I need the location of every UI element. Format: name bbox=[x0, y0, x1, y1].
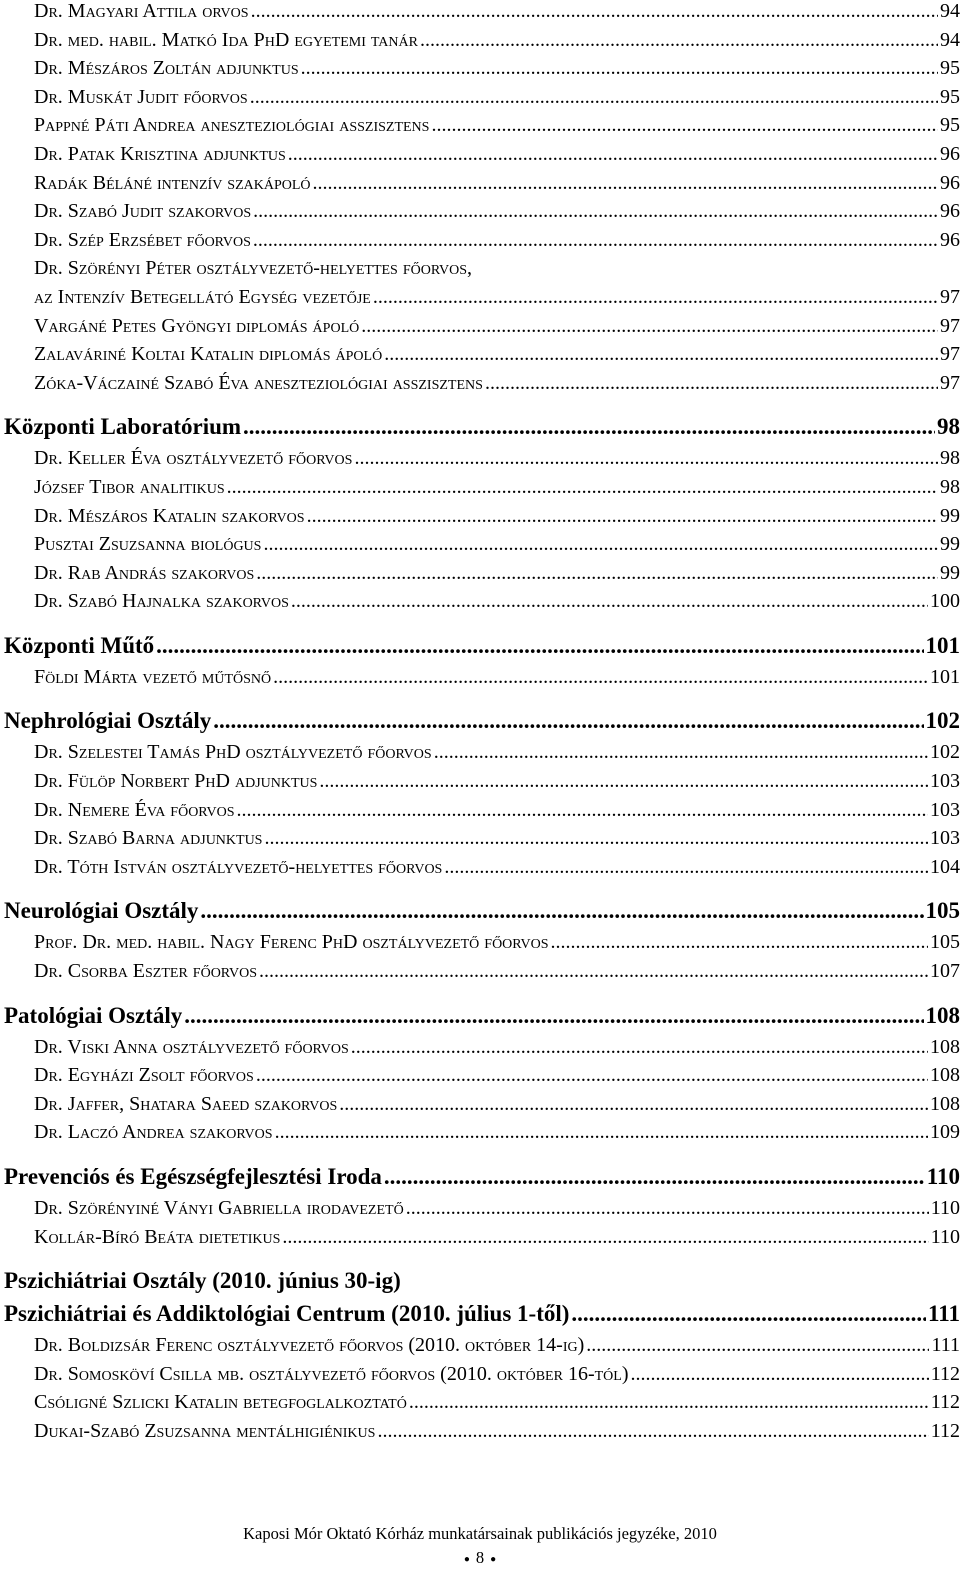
dot-leader bbox=[571, 1301, 926, 1327]
page-ref: 95 bbox=[940, 114, 960, 137]
dot-leader bbox=[384, 1164, 925, 1190]
section-title: Pszichiátriai Osztály (2010. június 30-ig) bbox=[4, 1268, 401, 1294]
toc-entry[interactable] bbox=[0, 0, 960, 29]
dot-leader bbox=[263, 533, 938, 556]
dot-leader bbox=[256, 1064, 928, 1087]
page-ref: 103 bbox=[930, 798, 960, 821]
page-ref: 96 bbox=[940, 228, 960, 251]
toc-entry[interactable] bbox=[0, 343, 960, 372]
toc-entry[interactable] bbox=[0, 1064, 960, 1093]
toc-section[interactable] bbox=[0, 898, 960, 931]
section-title: Neurológiai Osztály bbox=[4, 898, 199, 924]
dot-leader bbox=[307, 505, 938, 528]
page-ref: 98 bbox=[940, 475, 960, 498]
entry-title: Dr. Csorba Eszter főorvos bbox=[34, 960, 258, 983]
toc-entry[interactable] bbox=[0, 1363, 960, 1392]
page-ref: 99 bbox=[940, 561, 960, 584]
entry-title: Dr. Laczó Andrea szakorvos bbox=[34, 1121, 273, 1144]
dot-leader bbox=[420, 29, 938, 52]
dot-leader bbox=[156, 633, 923, 659]
entry-title: Dr. Szép Erzsébet főorvos bbox=[34, 228, 251, 251]
page-ref: 96 bbox=[940, 171, 960, 194]
entry-title: Dr. Tóth István osztályvezető-helyettes főorvos bbox=[34, 855, 443, 878]
entry-title: Dr. Somosköví Csilla mb. osztályvezető főorvos (2010. október 16-tól) bbox=[34, 1362, 629, 1385]
page-ref: 98 bbox=[937, 414, 960, 440]
section-title: Patológiai Osztály bbox=[4, 1002, 183, 1028]
toc-entry[interactable] bbox=[0, 57, 960, 86]
toc-entry[interactable] bbox=[0, 172, 960, 201]
dot-leader bbox=[251, 0, 938, 23]
dot-leader bbox=[243, 414, 935, 440]
entry-title: Dr. Szelestei Tamás PhD osztályvezető főorvos bbox=[34, 741, 432, 764]
entry-title: Prof. Dr. med. habil. Nagy Ferenc PhD osztályvezető főorvos bbox=[34, 931, 549, 954]
bullet-icon: ● bbox=[463, 1553, 470, 1565]
page-ref: 96 bbox=[940, 142, 960, 165]
toc-entry[interactable] bbox=[0, 960, 960, 989]
page-ref: 104 bbox=[930, 855, 960, 878]
dot-leader bbox=[282, 1226, 928, 1249]
entry-title: Dr. Szörényiné Ványi Gabriella irodavezető bbox=[34, 1197, 404, 1219]
page-ref: 99 bbox=[940, 504, 960, 527]
entry-title: Dr. Szabó Hajnalka szakorvos bbox=[34, 590, 289, 613]
page-ref: 111 bbox=[931, 1334, 960, 1357]
toc-entry[interactable] bbox=[0, 257, 960, 286]
entry-title: Radák Béláné intenzív szakápoló bbox=[34, 171, 311, 194]
toc-entry[interactable] bbox=[0, 29, 960, 58]
page-ref: 112 bbox=[930, 1362, 960, 1385]
page-ref: 97 bbox=[940, 371, 960, 394]
entry-title: Dr. Szabó Barna adjunktus bbox=[34, 827, 263, 850]
entry-title: Dr. Jaffer, Shatara Saeed szakorvos bbox=[34, 1092, 338, 1115]
entry-title: Zalaváriné Koltai Katalin diplomás ápoló bbox=[34, 343, 383, 366]
dot-leader bbox=[291, 590, 928, 613]
toc-section[interactable] bbox=[0, 1164, 960, 1197]
dot-leader bbox=[288, 143, 938, 166]
dot-leader bbox=[253, 200, 938, 223]
dot-leader bbox=[227, 476, 938, 499]
toc-entry[interactable] bbox=[0, 1197, 960, 1226]
page-ref: 108 bbox=[930, 1092, 960, 1115]
dot-leader bbox=[434, 741, 928, 764]
page-ref: 111 bbox=[928, 1301, 960, 1327]
page-ref: 108 bbox=[930, 1035, 960, 1058]
entry-title: Dr. Magyari Attila orvos bbox=[34, 0, 249, 22]
page-ref: 101 bbox=[930, 665, 960, 688]
dot-leader bbox=[200, 898, 923, 924]
dot-leader bbox=[264, 827, 928, 850]
toc-entry[interactable] bbox=[0, 1226, 960, 1255]
toc-section[interactable] bbox=[0, 414, 960, 447]
toc-entry[interactable] bbox=[0, 286, 960, 315]
dot-leader bbox=[406, 1197, 929, 1220]
page-ref: 100 bbox=[930, 590, 960, 613]
toc-entry[interactable] bbox=[0, 86, 960, 115]
toc-entry[interactable] bbox=[0, 666, 960, 695]
page-ref: 105 bbox=[930, 931, 960, 954]
toc-entry[interactable] bbox=[0, 1334, 960, 1363]
dot-leader bbox=[301, 57, 938, 80]
toc-entry[interactable] bbox=[0, 315, 960, 344]
entry-title: Földi Márta vezető műtősnő bbox=[34, 665, 272, 688]
toc-entry[interactable] bbox=[0, 372, 960, 401]
entry-title: Dr. Muskát Judit főorvos bbox=[34, 85, 248, 108]
dot-leader bbox=[431, 114, 938, 137]
page-ref: 112 bbox=[930, 1391, 960, 1414]
page-number bbox=[0, 1548, 960, 1568]
page-ref: 102 bbox=[930, 741, 960, 764]
dot-leader bbox=[275, 1121, 928, 1144]
dot-leader bbox=[253, 229, 938, 252]
dot-leader bbox=[361, 315, 938, 338]
toc-entry[interactable] bbox=[0, 200, 960, 229]
page-ref: 97 bbox=[940, 343, 960, 366]
section-title: Nephrológiai Osztály bbox=[4, 708, 212, 734]
page-ref: 97 bbox=[940, 314, 960, 337]
entry-title: Dukai-Szabó Zsuzsanna mentálhigiénikus bbox=[34, 1419, 376, 1442]
entry-title: Dr. Mészáros Katalin szakorvos bbox=[34, 504, 305, 527]
toc-section[interactable] bbox=[0, 708, 960, 741]
toc-entry[interactable] bbox=[0, 447, 960, 476]
toc-entry[interactable] bbox=[0, 931, 960, 960]
entry-title: Dr. Nemere Éva főorvos bbox=[34, 798, 235, 821]
dot-leader bbox=[354, 447, 938, 470]
dot-leader bbox=[213, 708, 923, 734]
toc-entry[interactable] bbox=[0, 799, 960, 828]
toc-section[interactable] bbox=[0, 633, 960, 666]
page-footer bbox=[0, 1524, 960, 1544]
section-title: Prevenciós és Egészségfejlesztési Iroda bbox=[4, 1164, 382, 1189]
toc-entry[interactable] bbox=[0, 1391, 960, 1420]
entry-title: Vargáné Petes Gyöngyi diplomás ápoló bbox=[34, 314, 360, 337]
entry-title: Dr. med. habil. Matkó Ida PhD egyetemi tanár bbox=[34, 28, 418, 51]
toc-entry[interactable] bbox=[0, 1036, 960, 1065]
page-ref: 108 bbox=[925, 1002, 960, 1028]
dot-leader bbox=[319, 770, 928, 793]
dot-leader bbox=[409, 1391, 929, 1414]
page-ref: 99 bbox=[940, 533, 960, 556]
section-title: Központi Műtő bbox=[4, 632, 155, 658]
dot-leader bbox=[237, 799, 928, 822]
page-ref: 110 bbox=[930, 1197, 960, 1219]
dot-leader bbox=[184, 1003, 923, 1029]
toc-entry[interactable] bbox=[0, 505, 960, 534]
section-title: Központi Laboratórium bbox=[4, 414, 242, 440]
footer-text: Kaposi Mór Oktató Kórház munkatársainak publikációs jegyzéke, 2010 bbox=[243, 1524, 717, 1543]
dot-leader bbox=[250, 86, 938, 109]
page-ref: 112 bbox=[930, 1419, 960, 1442]
page-ref: 94 bbox=[940, 28, 960, 51]
dot-leader bbox=[377, 1420, 928, 1443]
entry-title: Zóka-Váczainé Szabó Éva aneszteziológiai asszisztens bbox=[34, 371, 483, 394]
toc-entry[interactable] bbox=[0, 741, 960, 770]
entry-title: Dr. Mészáros Zoltán adjunktus bbox=[34, 57, 299, 80]
page-ref: 105 bbox=[925, 898, 960, 924]
section-title: Pszichiátriai és Addiktológiai Centrum (2010. július 1-től) bbox=[4, 1301, 570, 1327]
dot-leader bbox=[586, 1334, 929, 1357]
dot-leader bbox=[384, 343, 938, 366]
entry-title: Pusztai Zsuzsanna biológus bbox=[34, 533, 262, 556]
bullet-icon: ● bbox=[490, 1553, 497, 1565]
entry-title: Dr. Egyházi Zsolt főorvos bbox=[34, 1064, 254, 1087]
page-ref: 98 bbox=[940, 447, 960, 470]
toc-section[interactable] bbox=[0, 1268, 960, 1301]
dot-leader bbox=[339, 1093, 928, 1116]
entry-title: az Intenzív Betegellátó Egység vezetője bbox=[34, 285, 371, 308]
page-ref: 103 bbox=[930, 770, 960, 793]
toc-entry[interactable] bbox=[0, 1121, 960, 1150]
toc-entry[interactable] bbox=[0, 229, 960, 258]
toc-entry[interactable] bbox=[0, 562, 960, 591]
page-ref: 102 bbox=[925, 708, 960, 734]
page-number-value: 8 bbox=[475, 1548, 485, 1567]
page-ref: 97 bbox=[940, 285, 960, 308]
dot-leader bbox=[273, 666, 928, 689]
page-ref: 101 bbox=[925, 632, 960, 658]
toc-entry[interactable] bbox=[0, 114, 960, 143]
entry-title: Dr. Fülöp Norbert PhD adjunktus bbox=[34, 770, 318, 793]
dot-leader bbox=[313, 172, 938, 195]
toc-entry[interactable] bbox=[0, 827, 960, 856]
toc-section[interactable] bbox=[0, 1003, 960, 1036]
toc-entry[interactable] bbox=[0, 143, 960, 172]
toc-entry[interactable] bbox=[0, 770, 960, 799]
dot-leader bbox=[373, 286, 938, 309]
page-ref: 109 bbox=[930, 1121, 960, 1144]
dot-leader bbox=[351, 1036, 928, 1059]
entry-title: Dr. Szabó Judit szakorvos bbox=[34, 200, 252, 223]
entry-title: Pappné Páti Andrea aneszteziológiai asszisztens bbox=[34, 114, 430, 137]
dot-leader bbox=[259, 960, 928, 983]
entry-title: Dr. Boldizsár Ferenc osztályvezető főorvos (2010. október 14-ig) bbox=[34, 1334, 585, 1357]
toc-section[interactable] bbox=[0, 1301, 960, 1334]
page-ref: 94 bbox=[940, 0, 960, 22]
page-ref: 96 bbox=[940, 200, 960, 223]
dot-leader bbox=[630, 1363, 928, 1386]
page-ref: 95 bbox=[940, 57, 960, 80]
toc-entry[interactable] bbox=[0, 856, 960, 885]
toc-entry[interactable] bbox=[0, 590, 960, 619]
dot-leader bbox=[256, 562, 938, 585]
entry-title: Csóligné Szlicki Katalin betegfoglalkoztató bbox=[34, 1391, 407, 1414]
entry-title: Dr. Keller Éva osztályvezető főorvos bbox=[34, 447, 353, 470]
page-ref: 110 bbox=[926, 1164, 960, 1189]
page-ref: 107 bbox=[930, 960, 960, 983]
dot-leader bbox=[444, 856, 928, 879]
toc-entry[interactable] bbox=[0, 533, 960, 562]
entry-title: Kollár-Bíró Beáta dietetikus bbox=[34, 1225, 281, 1248]
dot-leader bbox=[485, 372, 938, 395]
page-ref: 95 bbox=[940, 85, 960, 108]
entry-title: József Tibor analitikus bbox=[34, 475, 225, 498]
entry-title: Dr. Viski Anna osztályvezető főorvos bbox=[34, 1035, 349, 1058]
page-ref: 110 bbox=[930, 1225, 960, 1248]
dot-leader bbox=[551, 931, 928, 954]
page-ref: 108 bbox=[930, 1064, 960, 1087]
toc-entry[interactable] bbox=[0, 476, 960, 505]
toc-entry[interactable] bbox=[0, 1093, 960, 1122]
entry-title: Dr. Szörényi Péter osztályvezető-helyettes főorvos, bbox=[34, 257, 473, 280]
page-ref: 103 bbox=[930, 827, 960, 850]
toc-entry[interactable] bbox=[0, 1420, 960, 1449]
entry-title: Dr. Rab András szakorvos bbox=[34, 561, 255, 584]
entry-title: Dr. Patak Krisztina adjunktus bbox=[34, 142, 286, 165]
